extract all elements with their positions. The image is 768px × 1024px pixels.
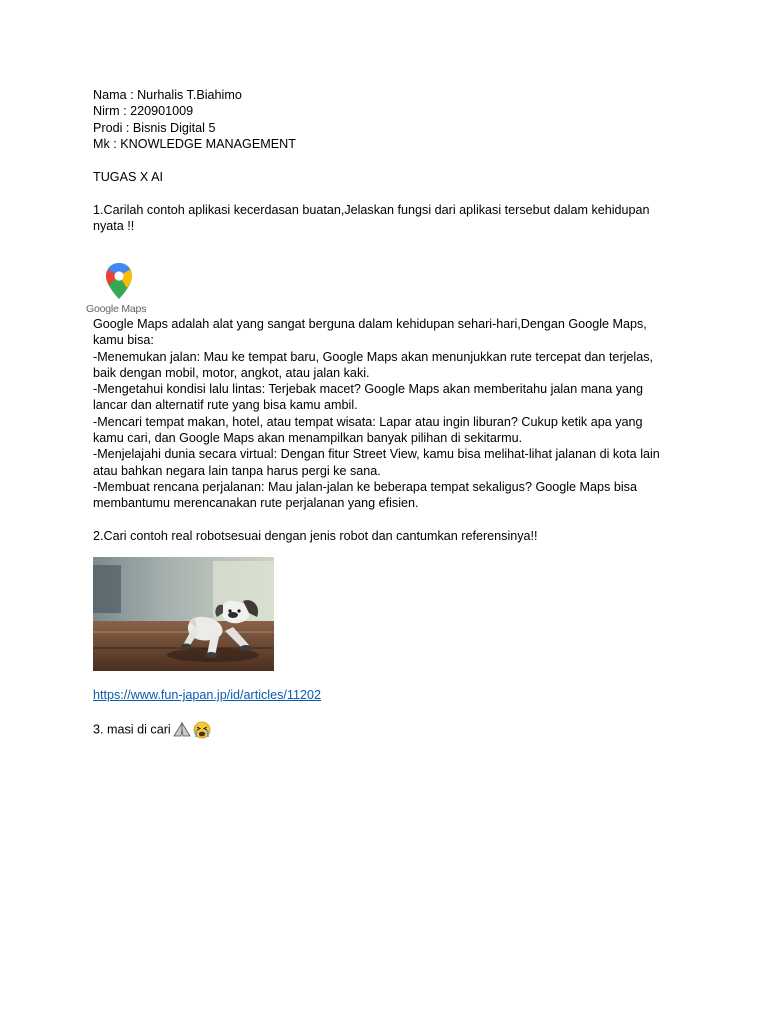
map-pin-icon	[104, 262, 134, 300]
student-nirm: Nirm : 220901009	[93, 104, 194, 118]
question-1: 1.Carilah contoh aplikasi kecerdasan buatan,Jelaskan fungsi dari aplikasi tersebut dalam kehidupan nyata !!	[93, 203, 650, 234]
student-prodi: Prodi : Bisnis Digital 5	[93, 121, 216, 135]
assignment-title: TUGAS X AI	[93, 170, 163, 184]
course-name: Mk : KNOWLEDGE MANAGEMENT	[93, 137, 296, 151]
google-maps-logo-text: Google Maps	[86, 303, 147, 315]
student-name: Nama : Nurhalis T.Biahimo	[93, 88, 242, 102]
robot-dog-photo	[93, 557, 274, 671]
question-3-line	[93, 721, 211, 739]
google-maps-logo	[86, 262, 152, 316]
answer-1-point: -Membuat rencana perjalanan: Mau jalan-jalan ke beberapa tempat sekaligus? Google Maps bisa membantumu merencanakan rute perjalanan yang efisien.	[93, 479, 637, 511]
answer-1-point: -Mencari tempat makan, hotel, atau tempat wisata: Lapar atau ingin liburan? Cukup ketik apa yang kamu cari, dan Google Maps akan menampilkan banyak pilihan di sekitarmu.	[93, 414, 643, 446]
answer-1-point: -Menemukan jalan: Mau ke tempat baru, Google Maps akan menunjukkan rute tercepat dan terjelas, baik dengan mobil, motor, angkot, atau jalan kaki.	[93, 349, 654, 380]
answer-1-intro: Google Maps adalah alat yang sangat berguna dalam kehidupan sehari-hari,Dengan Google Maps, kamu bisa:	[93, 317, 647, 348]
question-3: 3. masi di cari	[93, 722, 171, 737]
crying-face-icon	[193, 721, 211, 739]
question-2: 2.Cari contoh real robotsesuai dengan jenis robot dan cantumkan referensinya!!	[93, 529, 538, 543]
answer-1-point: -Menjelajahi dunia secara virtual: Dengan fitur Street View, kamu bisa melihat-lihat jalanan di kota lain atau bahkan negara lain tanpa harus pergi ke sana.	[93, 447, 660, 478]
praying-hands-icon	[173, 722, 191, 738]
answer-1	[93, 316, 668, 512]
reference-link[interactable]: https://www.fun-japan.jp/id/articles/11202	[93, 688, 321, 702]
answer-1-point: -Mengetahui kondisi lalu lintas: Terjebak macet? Google Maps akan memberitahu jalan mana yang lancar dan alternatif rute yang bisa kamu ambil.	[93, 382, 644, 413]
reference-link-line	[93, 687, 321, 703]
